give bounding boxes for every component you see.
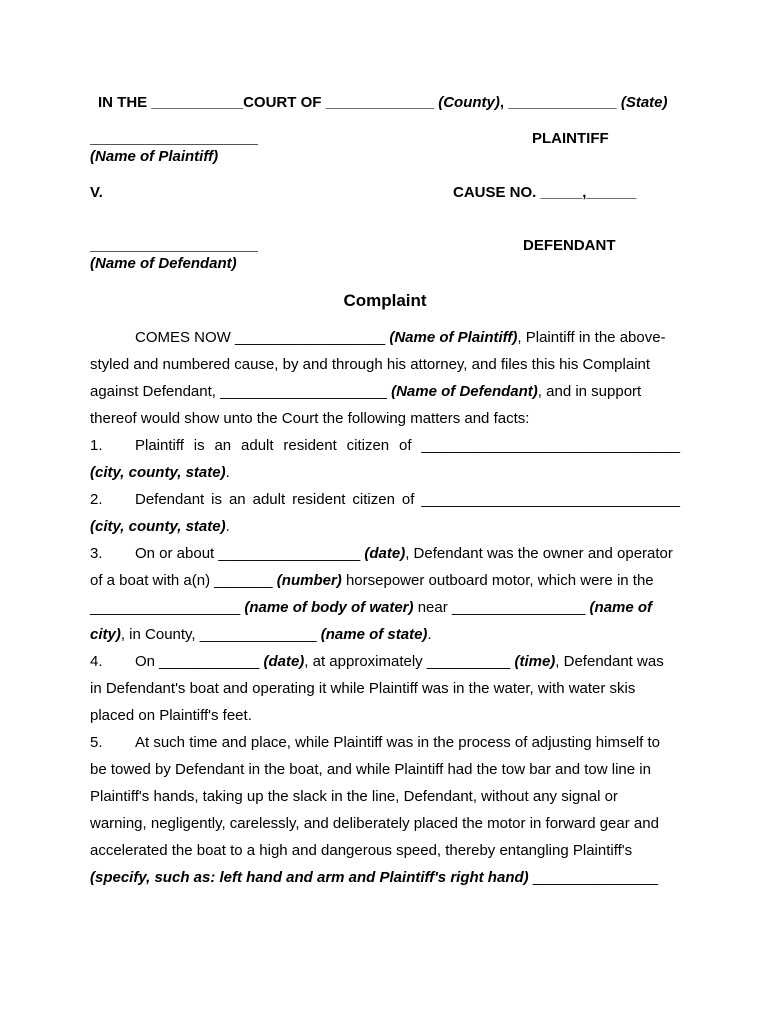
item-text: of a boat with a(n) _______	[90, 572, 277, 589]
item-text: __________________	[90, 599, 245, 616]
court-line: IN THE ___________COURT OF _____________	[98, 94, 435, 111]
item-3-line-4	[90, 621, 680, 648]
intro-text: against Defendant, ____________________	[90, 383, 392, 400]
item-number: 5.	[90, 734, 103, 751]
city-county-state-placeholder: (city, county, state)	[90, 464, 226, 481]
court-caption	[98, 94, 668, 111]
intro-line-4: thereof would show unto the Court the following matters and facts:	[90, 410, 530, 427]
intro-text: , and in support	[537, 383, 642, 400]
item-text: On or about _________________	[135, 545, 365, 562]
item-text: , in County, ______________	[120, 626, 321, 643]
item-end: .	[427, 626, 432, 643]
versus-label: V.	[90, 184, 103, 201]
state-placeholder: (name of state)	[320, 626, 428, 643]
item-2-line-2	[90, 513, 680, 540]
intro-plaintiff-placeholder: (Name of Plaintiff)	[389, 329, 518, 346]
item-2-line-1	[90, 486, 680, 513]
item-text: , Defendant was the owner and operator	[405, 545, 673, 562]
intro-line-1	[90, 324, 680, 351]
intro-text: , Plaintiff in the above-	[517, 329, 666, 346]
document-title: Complaint	[343, 291, 427, 310]
item-number: 4.	[90, 653, 103, 670]
item-text: , Defendant was	[555, 653, 664, 670]
specify-placeholder: (specify, such as: left hand and arm and Plaintiff's right hand)	[90, 869, 529, 886]
name-of-plaintiff: (Name of Plaintiff)	[90, 148, 219, 165]
item-1-line-1	[90, 432, 680, 459]
item-blank: _______________________________	[421, 437, 681, 454]
item-end: .	[225, 464, 230, 481]
item-number: 3.	[90, 545, 103, 562]
item-5-line-5: accelerated the boat to a high and dangerous speed, thereby entangling Plaintiff's	[90, 842, 633, 859]
intro-defendant-placeholder: (Name of Defendant)	[391, 383, 538, 400]
state-label: (State)	[620, 94, 668, 111]
item-text: near ________________	[413, 599, 590, 616]
item-number: 1.	[90, 437, 103, 454]
caption-comma: ,	[499, 94, 505, 111]
item-text: , at approximately __________	[304, 653, 515, 670]
item-3-line-3	[90, 594, 680, 621]
item-end: .	[225, 518, 230, 535]
item-5-line-1	[90, 729, 680, 756]
city-placeholder: (name of	[589, 599, 653, 616]
item-5-line-4: warning, negligently, carelessly, and deliberately placed the motor in forward gear and	[90, 815, 659, 832]
state-blank: _____________	[508, 94, 617, 111]
plaintiff-label: PLAINTIFF	[532, 130, 609, 147]
city-county-state-placeholder: (city, county, state)	[90, 518, 226, 535]
item-5-line-2: be towed by Defendant in the boat, and while Plaintiff had the tow bar and tow line in	[90, 761, 651, 778]
item-text: At such time and place, while Plaintiff was in the process of adjusting himself to	[135, 734, 660, 751]
number-placeholder: (number)	[276, 572, 342, 589]
city-placeholder-end: city)	[90, 626, 121, 643]
item-1-line-2	[90, 459, 680, 486]
item-4-line-2: in Defendant's boat and operating it while Plaintiff was in the water, with water skis	[90, 680, 636, 697]
item-5-line-3: Plaintiff's hands, taking up the slack in the line, Defendant, without any signal or	[90, 788, 618, 805]
item-text: Defendant is an adult resident citizen of	[135, 491, 415, 508]
item-4-line-1	[90, 648, 680, 675]
item-3-line-1	[90, 540, 680, 567]
date-placeholder: (date)	[263, 653, 305, 670]
item-blank: _______________	[528, 869, 658, 886]
defendant-label: DEFENDANT	[523, 237, 616, 254]
item-5-line-6	[90, 864, 680, 891]
intro-text: COMES NOW __________________	[135, 329, 390, 346]
date-placeholder: (date)	[364, 545, 406, 562]
time-placeholder: (time)	[514, 653, 556, 670]
item-text: On ____________	[135, 653, 264, 670]
cause-number: CAUSE NO. _____,______	[453, 184, 637, 201]
county-label: (County)	[438, 94, 500, 111]
item-4-line-3: placed on Plaintiff's feet.	[90, 707, 252, 724]
body-of-water-placeholder: (name of body of water)	[244, 599, 414, 616]
item-3-line-2	[90, 567, 680, 594]
item-number: 2.	[90, 491, 103, 508]
plaintiff-name-line	[90, 144, 258, 145]
intro-line-3	[90, 378, 680, 405]
name-of-defendant: (Name of Defendant)	[90, 255, 237, 272]
item-text: Plaintiff is an adult resident citizen of	[135, 437, 412, 454]
item-blank: _______________________________	[421, 491, 680, 508]
intro-line-2: styled and numbered cause, by and through his attorney, and files this his Complaint	[90, 356, 651, 373]
item-text: horsepower outboard motor, which were in the	[341, 572, 654, 589]
defendant-name-line	[90, 251, 258, 252]
